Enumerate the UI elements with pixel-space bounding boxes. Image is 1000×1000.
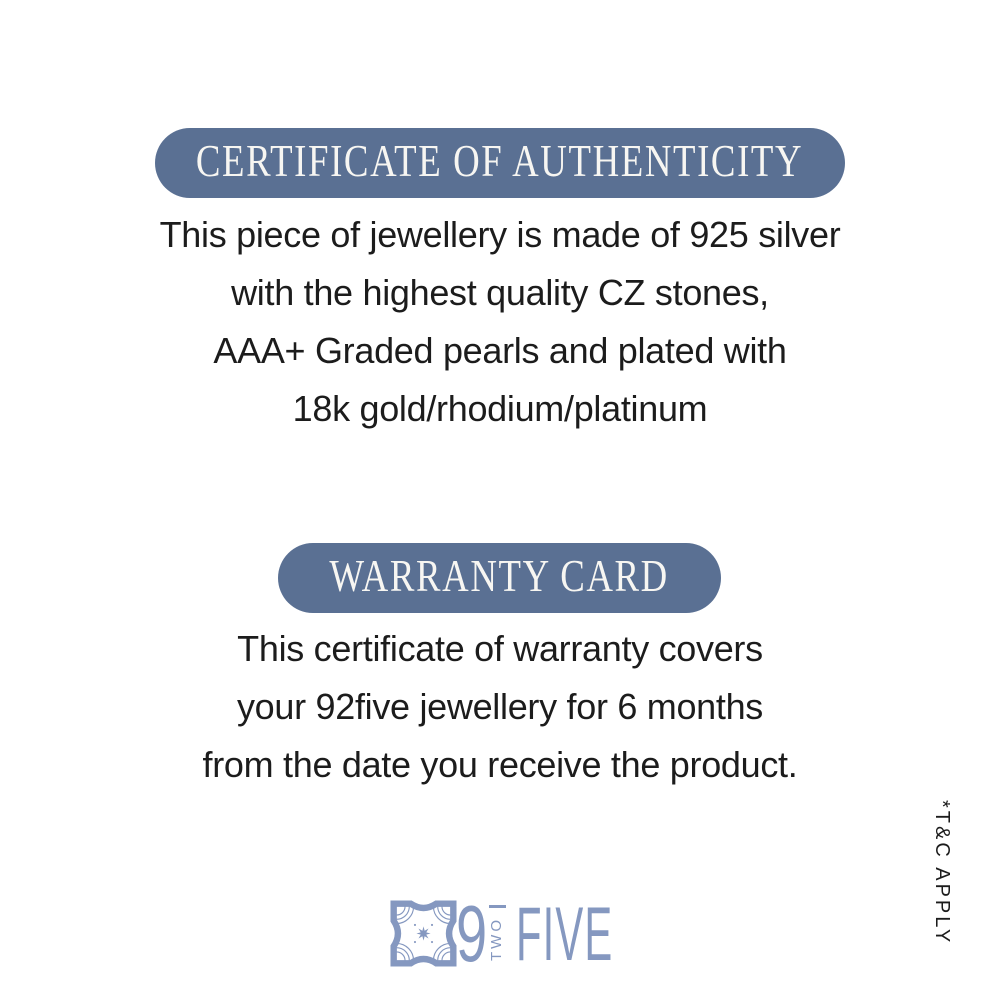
warranty-text-line: from the date you receive the product. [202,744,798,785]
tc-apply-note: *T&C APPLY [931,800,953,946]
certificate-text-line: 18k gold/rhodium/platinum [292,388,708,429]
warranty-text-line: This certificate of warranty covers [237,628,763,669]
logo-word-five: FIVE [516,892,614,977]
certificate-text-line: AAA+ Graded pearls and plated with [213,330,787,371]
certificate-badge-label: CERTIFICATE OF AUTHENTICITY [196,135,804,186]
certificate-badge [155,128,845,198]
certificate-text [0,206,1000,438]
logo-number-nine: 9 [456,889,488,978]
warranty-badge-label: WARRANTY CARD [329,550,670,601]
warranty-badge [278,543,721,613]
certificate-text-line: This piece of jewellery is made of 925 silver [159,214,841,255]
ornamental-tile-icon [388,898,459,969]
certificate-text-line: with the highest quality CZ stones, [231,272,769,313]
logo-word-two-vertical: TWO [488,917,505,961]
warranty-text [0,620,1000,794]
warranty-text-line: your 92five jewellery for 6 months [236,686,764,727]
brand-logo [388,889,618,978]
logo-accent-line [489,905,506,908]
